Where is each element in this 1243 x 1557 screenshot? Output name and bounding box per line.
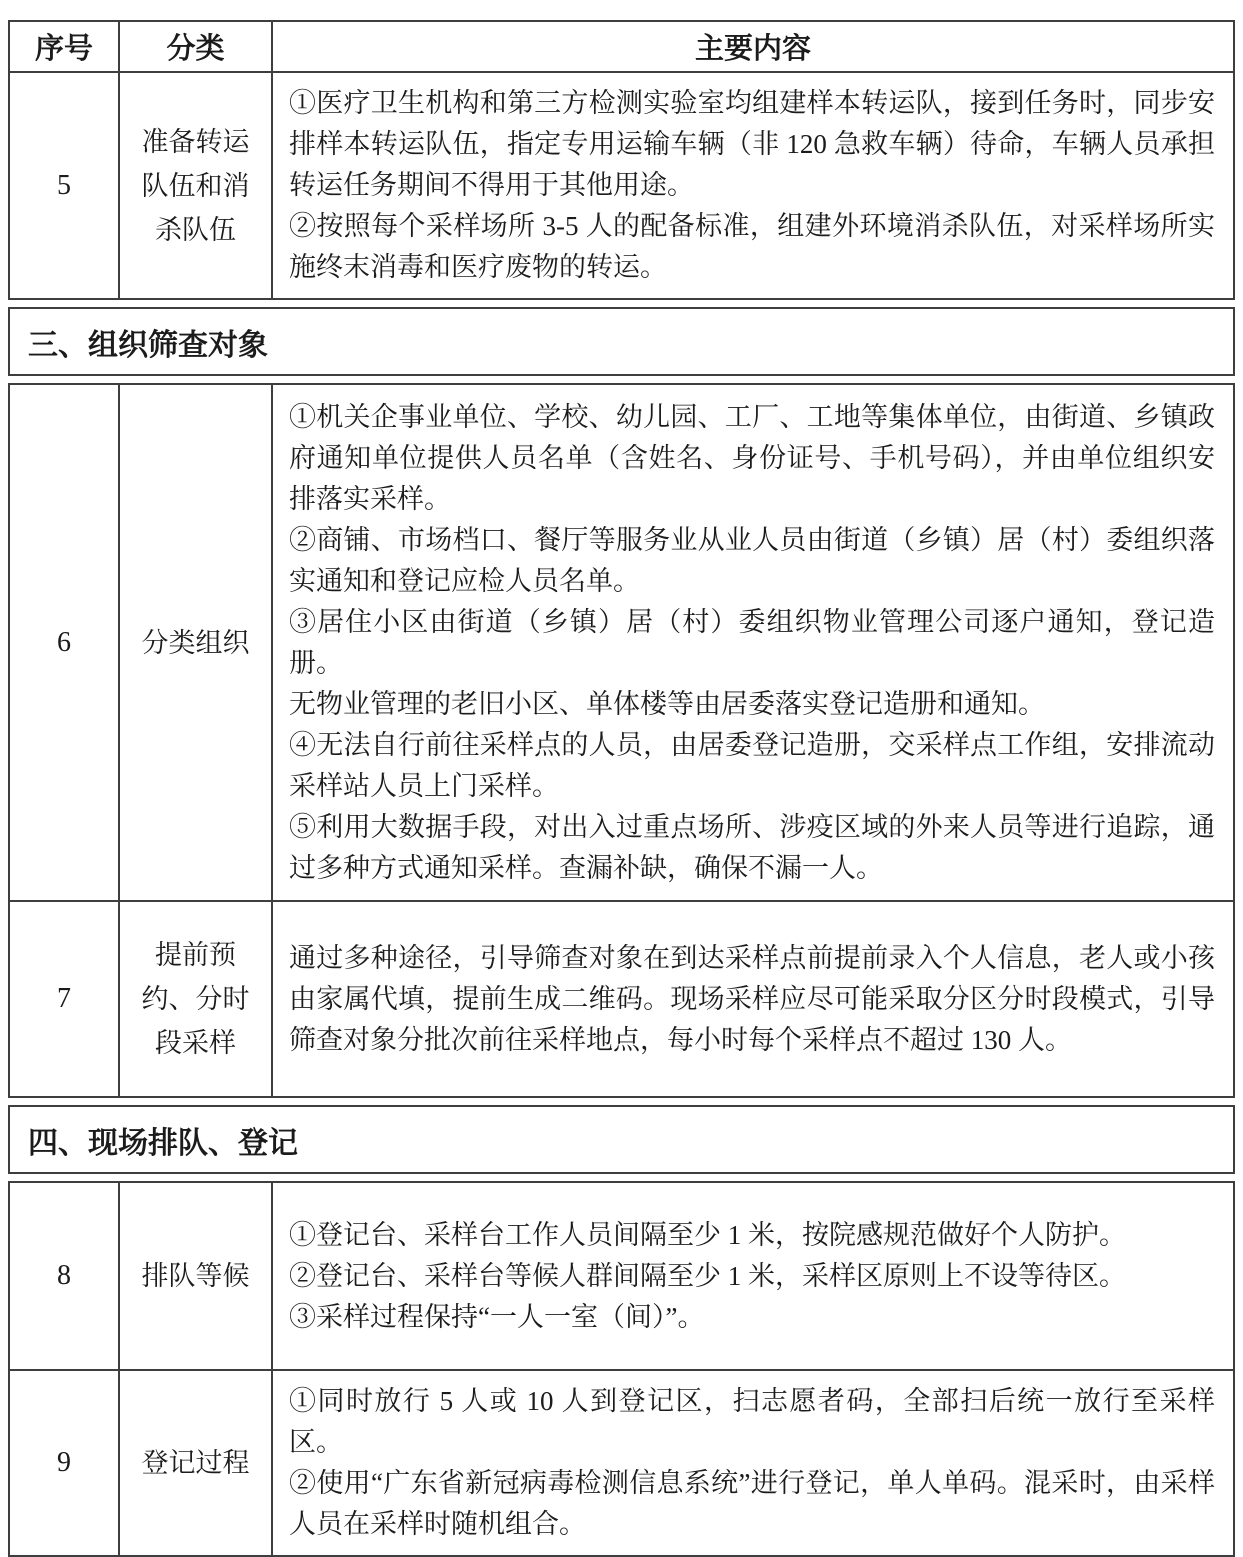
row-content [289, 397, 1215, 889]
content-paragraph: ②商铺、市场档口、餐厅等服务业从业人员由街道（乡镇）居（村）委组织落实通知和登记应检人员名单。 [289, 524, 1215, 596]
content-paragraph: ①登记台、采样台工作人员间隔至少 1 米，按院感规范做好个人防护。 [289, 1219, 1126, 1250]
content-paragraph: ②按照每个采样场所 3-5 人的配备标准，组建外环境消杀队伍，对采样场所实施终末消毒和医疗废物的转运。 [289, 211, 1215, 282]
content-paragraph: ③采样过程保持“一人一室（间）”。 [289, 1301, 705, 1332]
header-cell-category: 分类 [120, 22, 273, 71]
header-cell-content: 主要内容 [694, 33, 811, 65]
row-category: 登记过程 [120, 1371, 273, 1555]
row-category: 分类组织 [120, 385, 273, 900]
table-row-8 [10, 1183, 1233, 1369]
row-content-cell [273, 385, 1233, 900]
row-number: 9 [10, 1371, 120, 1555]
table-row-6 [10, 385, 1233, 900]
row-number: 7 [10, 902, 120, 1096]
content-paragraph: 通过多种途径，引导筛查对象在到达采样点前提前录入个人信息，老人或小孩由家属代填，提前生成二维码。现场采样应尽可能采取分区分时段模式，引导筛查对象分批次前往采样地点，每小时每个采样点不超过 130 人。 [289, 942, 1215, 1055]
row-content-cell [273, 902, 1233, 1096]
content-paragraph: ①医疗卫生机构和第三方检测实验室均组建样本转运队，接到任务时，同步安排样本转运队伍，指定专用运输车辆（非 120 急救车辆）待命，车辆人员承担转运任务期间不得用于其他用途。 [289, 88, 1215, 200]
row-content-cell [273, 1371, 1233, 1555]
table-header-row [10, 22, 1233, 71]
row-category: 准备转运队伍和消杀队伍 [120, 73, 273, 298]
section-header-three: 三、组织筛查对象 [8, 307, 1235, 376]
content-paragraph: ②登记台、采样台等候人群间隔至少 1 米，采样区原则上不设等待区。 [289, 1260, 1126, 1291]
content-paragraph: ⑤利用大数据手段，对出入过重点场所、涉疫区域的外来人员等进行追踪，通过多种方式通知采样。查漏补缺，确保不漏一人。 [289, 811, 1215, 883]
row-content [289, 1381, 1215, 1545]
table-segment-middle [8, 383, 1235, 1098]
content-paragraph: ①机关企事业单位、学校、幼儿园、工厂、工地等集体单位，由街道、乡镇政府通知单位提供人员名单（含姓名、身份证号、手机号码），并由单位组织安排落实采样。 [289, 401, 1215, 514]
row-category: 提前预约、分时段采样 [120, 902, 273, 1096]
table-row-9 [10, 1369, 1233, 1555]
table-segment-bottom [8, 1181, 1235, 1557]
row-content [289, 83, 1215, 288]
header-cell-number: 序号 [10, 22, 120, 71]
table-row-7 [10, 900, 1233, 1096]
row-content [289, 938, 1215, 1061]
table-segment-top [8, 20, 1235, 300]
row-category: 排队等候 [120, 1183, 273, 1369]
row-number: 5 [10, 73, 120, 298]
content-paragraph: ②使用“广东省新冠病毒检测信息系统”进行登记，单人单码。混采时，由采样人员在采样时随机组合。 [289, 1468, 1215, 1539]
content-paragraph: ①同时放行 5 人或 10 人到登记区，扫志愿者码，全部扫后统一放行至采样区。 [289, 1386, 1215, 1457]
row-content [289, 1215, 1215, 1338]
content-paragraph: 无物业管理的老旧小区、单体楼等由居委落实登记造册和通知。 [289, 688, 1045, 719]
row-content-cell [273, 1183, 1233, 1369]
row-number: 8 [10, 1183, 120, 1369]
content-paragraph: ④无法自行前往采样点的人员，由居委登记造册，交采样点工作组，安排流动采样站人员上门采样。 [289, 729, 1215, 801]
table-row-5 [10, 71, 1233, 298]
row-number: 6 [10, 385, 120, 900]
section-header-four: 四、现场排队、登记 [8, 1105, 1235, 1174]
content-paragraph: ③居住小区由街道（乡镇）居（村）委组织物业管理公司逐户通知，登记造册。 [289, 606, 1215, 678]
row-content-cell [273, 73, 1233, 298]
